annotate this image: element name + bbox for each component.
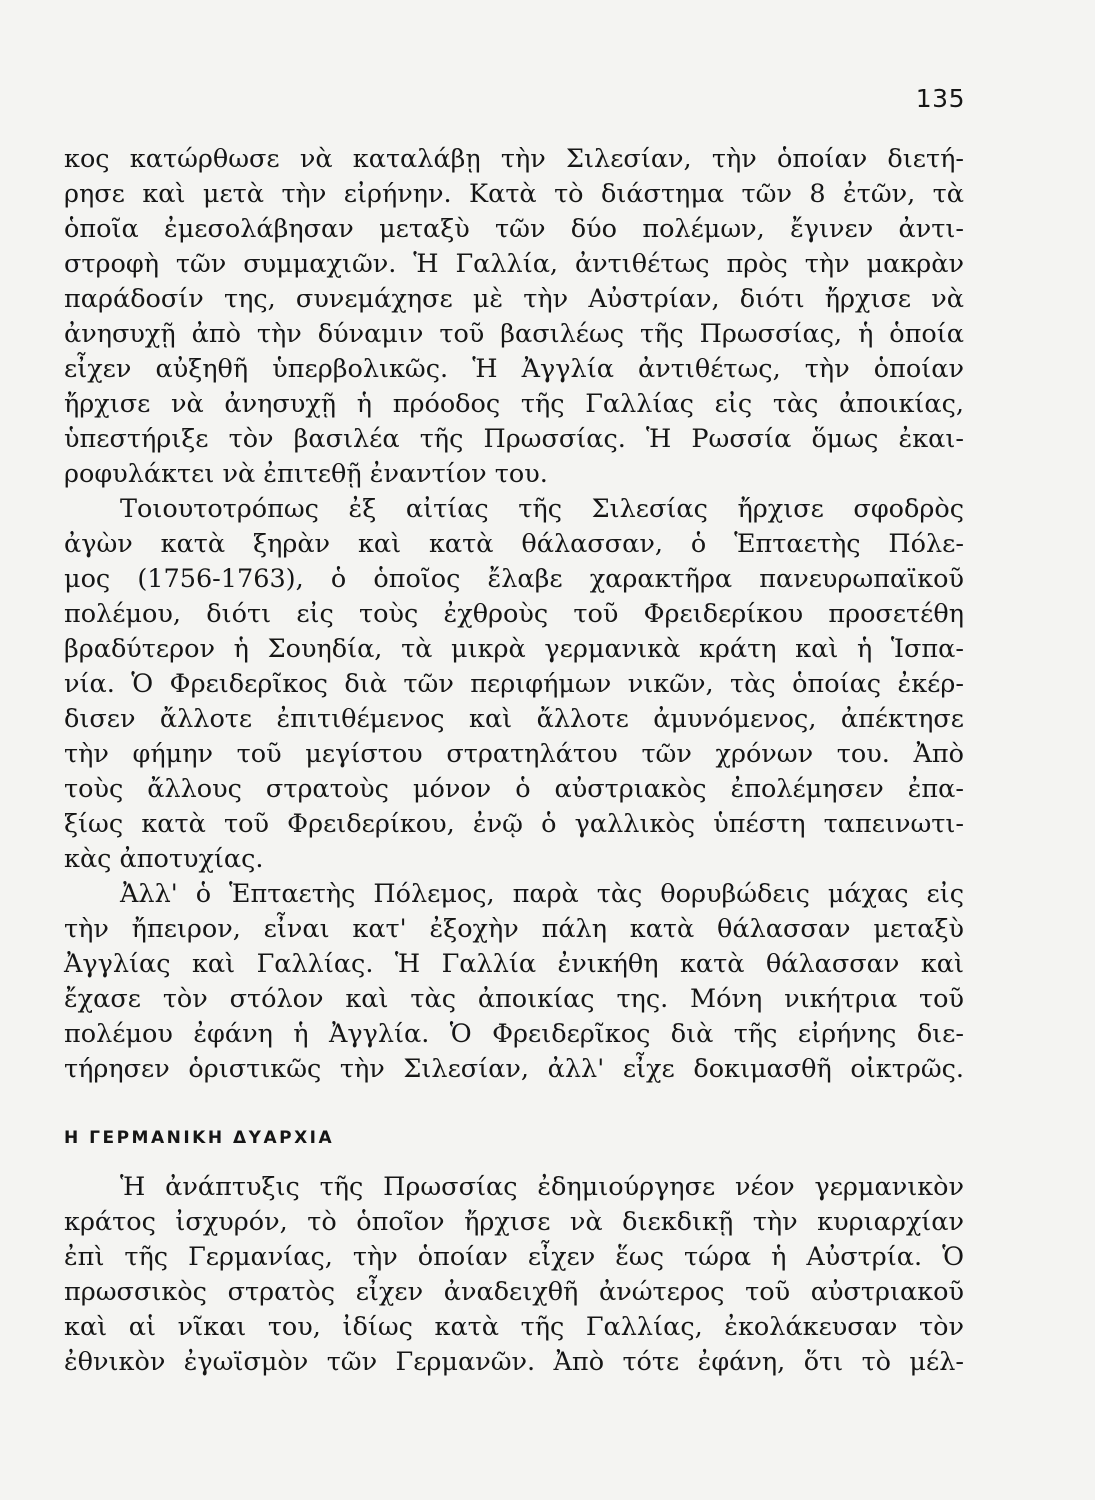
text-line: τήρησεν ὁριστικῶς τὴν Σιλεσίαν, ἀλλ' εἶχε δοκιμασθῆ οἰκτρῶς. xyxy=(64,1054,964,1084)
text-line: ὁποῖα ἐμεσολάβησαν μεταξὺ τῶν δύο πολέμων, ἔγινεν ἀντι- xyxy=(64,214,964,244)
text-line: Ἡ ἀνάπτυξις τῆς Πρωσσίας ἐδημιούργησε νέον γερμανικὸν xyxy=(120,1172,964,1202)
text-line: τοὺς ἄλλους στρατοὺς μόνον ὁ αὐστριακὸς ἐπολέμησεν ἐπα- xyxy=(64,774,964,804)
text-line: ξίως κατὰ τοῦ Φρειδερίκου, ἐνῷ ὁ γαλλικὸς ὑπέστη ταπεινωτι- xyxy=(64,809,964,839)
text-line: ὑπεστήριξε τὸν βασιλέα τῆς Πρωσσίας. Ἡ Ρωσσία ὅμως ἐκαι- xyxy=(64,424,964,454)
text-line: παράδοσίν της, συνεμάχησε μὲ τὴν Αὐστρίαν, διότι ἤρχισε νὰ xyxy=(64,284,964,314)
text-line: Ἀγγλίας καὶ Γαλλίας. Ἡ Γαλλία ἐνικήθη κατὰ θάλασσαν καὶ xyxy=(64,949,964,979)
text-line: πολέμου, διότι εἰς τοὺς ἐχθροὺς τοῦ Φρειδερίκου προσετέθη xyxy=(64,599,964,629)
text-line: βραδύτερον ἡ Σουηδία, τὰ μικρὰ γερμανικὰ κράτη καὶ ἡ Ἱσπα- xyxy=(64,634,964,664)
text-line: κράτος ἰσχυρόν, τὸ ὁποῖον ἤρχισε νὰ διεκδικῇ τὴν κυριαρχίαν xyxy=(64,1207,964,1237)
text-line: ἀγὼν κατὰ ξηρὰν καὶ κατὰ θάλασσαν, ὁ Ἑπταετὴς Πόλε- xyxy=(64,529,964,559)
page-number: 135 xyxy=(915,84,965,113)
paragraph-1 xyxy=(64,142,964,492)
text-line: ρησε καὶ μετὰ τὴν εἰρήνην. Κατὰ τὸ διάστημα τῶν 8 ἐτῶν, τὰ xyxy=(64,179,964,209)
text-line: δισεν ἄλλοτε ἐπιτιθέμενος καὶ ἄλλοτε ἀμυνόμενος, ἀπέκτησε xyxy=(64,704,964,734)
text-line: καὶ αἱ νῖκαι του, ἰδίως κατὰ τῆς Γαλλίας, ἐκολάκευσαν τὸν xyxy=(64,1312,964,1342)
text-line: ἤρχισε νὰ ἀνησυχῇ ἡ πρόοδος τῆς Γαλλίας εἰς τὰς ἀποικίας, xyxy=(64,389,964,419)
text-line: τὴν ἤπειρον, εἶναι κατ' ἐξοχὴν πάλη κατὰ θάλασσαν μεταξὺ xyxy=(64,914,964,944)
text-line: ἀνησυχῇ ἀπὸ τὴν δύναμιν τοῦ βασιλέως τῆς Πρωσσίας, ἡ ὁποία xyxy=(64,319,964,349)
text-line: εἶχεν αὐξηθῆ ὑπερβολικῶς. Ἡ Ἀγγλία ἀντιθέτως, τὴν ὁποίαν xyxy=(64,354,964,384)
text-line: ἐθνικὸν ἐγωϊσμὸν τῶν Γερμανῶν. Ἀπὸ τότε ἐφάνη, ὅτι τὸ μέλ- xyxy=(64,1347,964,1377)
text-line: ἔχασε τὸν στόλον καὶ τὰς ἀποικίας της. Μόνη νικήτρια τοῦ xyxy=(64,984,964,1014)
text-line: κὰς ἀποτυχίας. xyxy=(64,844,264,874)
text-line: πρωσσικὸς στρατὸς εἶχεν ἀναδειχθῆ ἀνώτερος τοῦ αὐστριακοῦ xyxy=(64,1277,964,1307)
text-line: μος (1756-1763), ὁ ὁποῖος ἔλαβε χαρακτῆρα πανευρωπαϊκοῦ xyxy=(64,564,964,594)
paragraph-3 xyxy=(64,877,964,1087)
text-line: πολέμου ἐφάνη ἡ Ἀγγλία. Ὁ Φρειδερῖκος διὰ τῆς εἰρήνης διε- xyxy=(64,1019,964,1049)
section-paragraph xyxy=(64,1170,964,1380)
text-line: Τοιουτοτρόπως ἐξ αἰτίας τῆς Σιλεσίας ἤρχισε σφοδρὸς xyxy=(120,494,964,524)
paragraph-2 xyxy=(64,492,964,877)
text-line: ροφυλάκτει νὰ ἐπιτεθῇ ἐναντίον του. xyxy=(64,459,548,489)
text-line: ἐπὶ τῆς Γερμανίας, τὴν ὁποίαν εἶχεν ἕως τώρα ἡ Αὐστρία. Ὁ xyxy=(64,1242,964,1272)
text-line: νία. Ὁ Φρειδερῖκος διὰ τῶν περιφήμων νικῶν, τὰς ὁποίας ἐκέρ- xyxy=(64,669,964,699)
text-line: κος κατώρθωσε νὰ καταλάβῃ τὴν Σιλεσίαν, τὴν ὁποίαν διετή- xyxy=(64,144,964,174)
text-line: στροφὴ τῶν συμμαχιῶν. Ἡ Γαλλία, ἀντιθέτως πρὸς τὴν μακρὰν xyxy=(64,249,964,279)
section-heading: Η ΓΕΡΜΑΝΙΚΗ ΔΥΑΡΧΙΑ xyxy=(64,1128,335,1148)
text-line: τὴν φήμην τοῦ μεγίστου στρατηλάτου τῶν χρόνων του. Ἀπὸ xyxy=(64,739,964,769)
text-line: Ἀλλ' ὁ Ἑπταετὴς Πόλεμος, παρὰ τὰς θορυβώδεις μάχας εἰς xyxy=(120,879,964,909)
